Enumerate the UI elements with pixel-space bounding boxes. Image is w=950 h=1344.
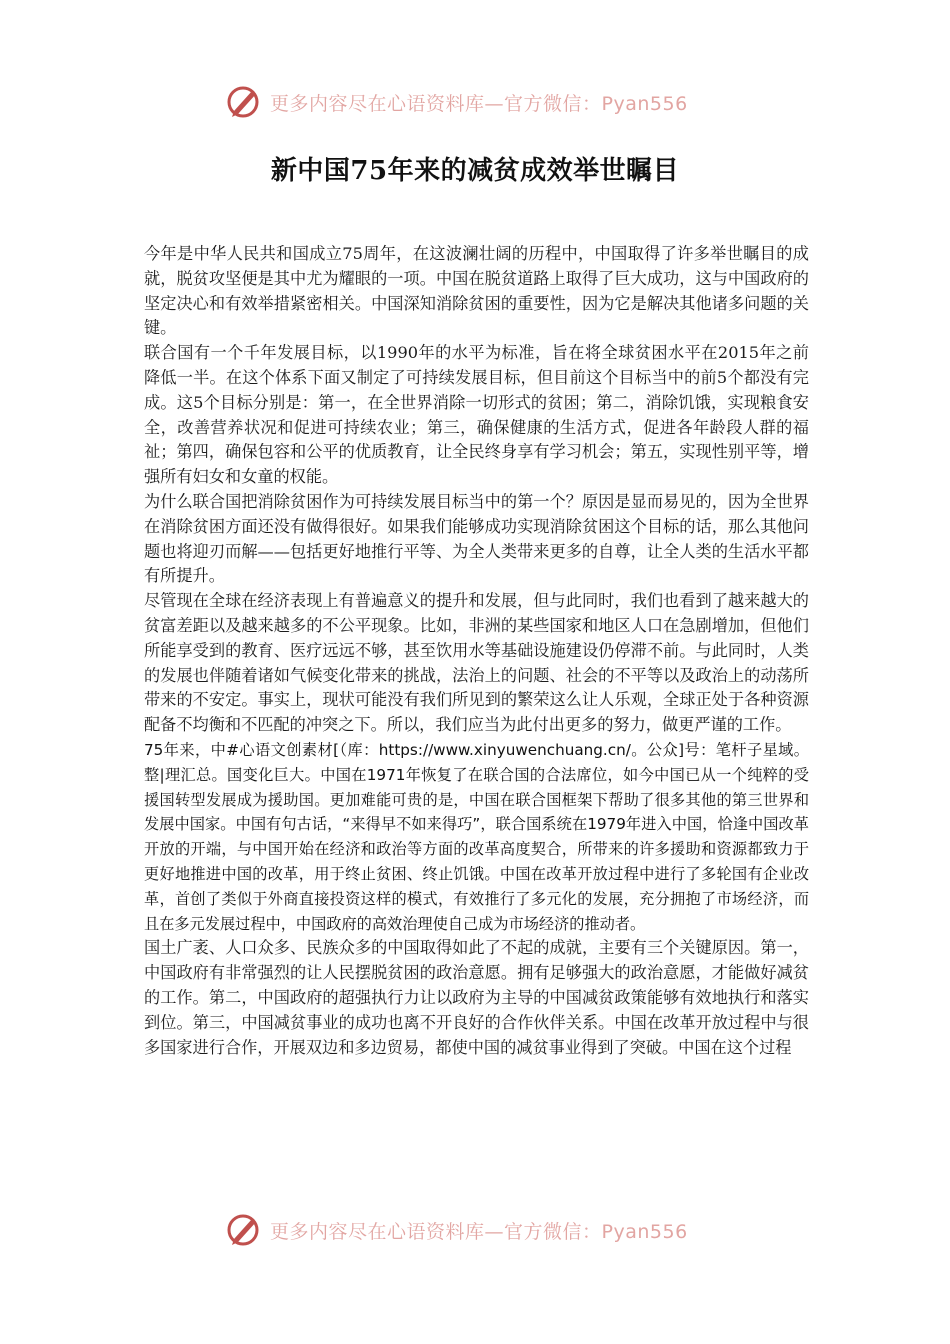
banner-text: 更多内容尽在心语资料库—官方微信：Pyan556 [270,1220,688,1243]
page-title: 新中国75年来的减贫成效举世瞩目 [270,156,680,186]
wechat-id: Pyan556 [601,92,688,115]
pen-logo-icon [226,84,262,120]
paragraph-6: 国土广袤、人口众多、民族众多的中国取得如此了不起的成就，主要有三个关键原因。第一，中国政府有非常强烈的让人民摆脱贫困的政治意愿。拥有足够强大的政治意愿，才能做好减贫的工作。第二，中国政府的超强执行力让以政府为主导的中国减贫政策能够有效地执行和落实到位。第三，中国减贫事业的成功也离不开良好的合作伙伴关系。中国在改革开放过程中与很多国家进行合作，开展双边和多边贸易，都使中国的减贫事业得到了突破。中国在这个过程 [144,938,809,1057]
article-body [144,242,809,1194]
footer-banner [226,1210,726,1250]
wechat-id: Pyan556 [601,1220,688,1243]
paragraph-2: 联合国有一个千年发展目标，以1990年的水平为标准，旨在将全球贫困水平在2015年之前降低一半。在这个体系下面又制定了可持续发展目标，但目前这个目标当中的前5个都没有完成。这5个目标分别是：第一，在全世界消除一切形式的贫困；第二，消除饥饿，实现粮食安全，改善营养状况和促进可持续农业；第三，确保健康的生活方式，促进各年龄段人群的福祉；第四，确保包容和公平的优质教育，让全民终身享有学习机会；第五，实现性别平等，增强所有妇女和女童的权能。 [144,343,809,487]
banner-text: 更多内容尽在心语资料库—官方微信：Pyan556 [270,92,688,115]
header-banner [226,82,726,122]
paragraph-1: 今年是中华人民共和国成立75周年，在这波澜壮阔的历程中，中国取得了许多举世瞩目的成就，脱贫攻坚便是其中尤为耀眼的一项。中国在脱贫道路上取得了巨大成功，这与中国政府的坚定决心和有效举措紧密相关。中国深知消除贫困的重要性，因为它是解决其他诸多问题的关键。 [144,244,809,338]
paragraph-5: 75年来，中#心语文创素材[（库：https://www.xinyuwenchuang.cn/。公众]号：笔杆子星域。整|理汇总。国变化巨大。中国在1971年恢复了在联合国的合法席位，如今中国已从一个纯粹的受援国转型发展成为援助国。更加难能可贵的是，中国在联合国框架下帮助了很多其他的第三世界和发展中国家。中国有句古话，“来得早不如来得巧”，联合国系统在1979年进入中国，恰逢中国改革开放的开端，与中国开始在经济和政治等方面的改革高度契合，所带来的许多援助和资源都致力于更好地推进中国的改革，用于终止贫困、终止饥饿。中国在改革开放过程中进行了多轮国有企业改革，首创了类似于外商直接投资这样的模式，有效推行了多元化的发展，充分拥抱了市场经济，而且在多元发展过程中，中国政府的高效治理使自己成为市场经济的推动者。 [144,740,809,933]
pen-logo-icon [226,1212,262,1248]
paragraph-3: 为什么联合国把消除贫困作为可持续发展目标当中的第一个？原因是显而易见的，因为全世界在消除贫困方面还没有做得很好。如果我们能够成功实现消除贫困这个目标的话，那么其他问题也将迎刃而解——包括更好地推行平等、为全人类带来更多的自尊，让全人类的生活水平都有所提升。 [144,491,809,586]
paragraph-4: 尽管现在全球在经济表现上有普遍意义的提升和发展，但与此同时，我们也看到了越来越大的贫富差距以及越来越多的不公平现象。比如，非洲的某些国家和地区人口在急剧增加，但他们所能享受到的教育、医疗远远不够，甚至饮用水等基础设施建设仍停滞不前。与此同时，人类的发展也伴随着诸如气候变化带来的挑战，法治上的问题、社会的不平等以及政治上的动荡所带来的不安定。事实上，现状可能没有我们所见到的繁荣这么让人乐观，全球正处于各种资源配备不均衡和不匹配的冲突之下。所以，我们应当为此付出更多的努力，做更严谨的工作。 [144,591,809,735]
